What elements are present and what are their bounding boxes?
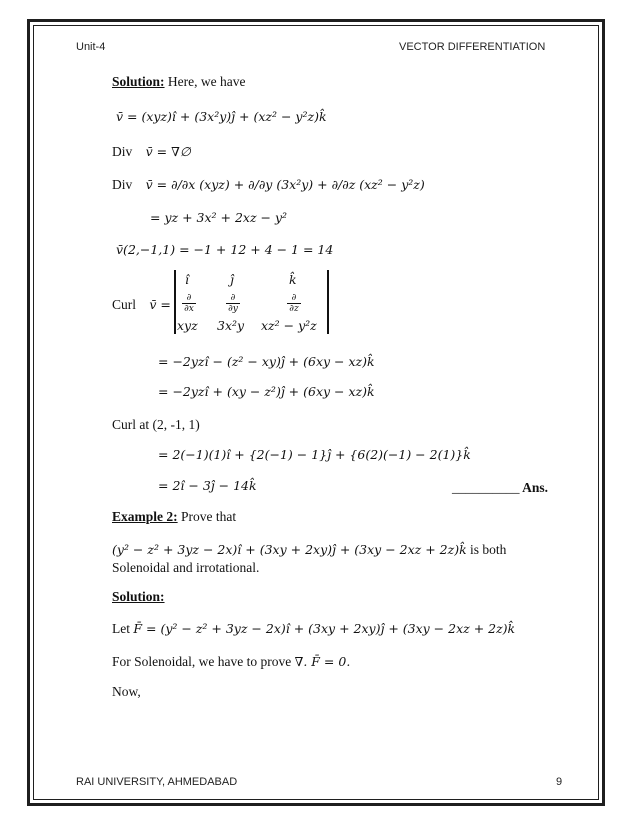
v-definition: v̄ = (xyz)î + (3x²y)ĵ + (xz² − y²z)k̂ xyxy=(116,109,327,124)
answer-line xyxy=(452,480,548,496)
det-r2-d-dz: ∂ ∂z xyxy=(285,293,303,314)
solenoidal-expression: ∇̄. F̄ = 0. xyxy=(294,654,351,669)
solution1-heading xyxy=(112,74,246,90)
div-expand-line xyxy=(112,177,425,193)
f-definition-line xyxy=(112,621,515,637)
det-r2-d-dx: ∂ ∂x xyxy=(180,293,198,314)
header-unit: Unit-4 xyxy=(76,41,106,53)
now-text: Now, xyxy=(112,684,141,699)
solution1-label: Solution: xyxy=(112,74,165,89)
div-expansion: v̄ = ∂/∂x (xyz) + ∂/∂y (3x²y) + ∂/∂z (xz² − y²z) xyxy=(145,177,425,192)
v-at-point: v̄(2,−1,1) = −1 + 12 + 4 − 1 = 14 xyxy=(116,242,334,257)
example2-tail: is both xyxy=(466,542,507,557)
det-r3-c: xz² − y²z xyxy=(261,318,317,333)
example2-text: Prove that xyxy=(177,509,237,524)
let-text: Let xyxy=(112,621,134,636)
det-r3-b: 3x²y xyxy=(217,318,245,333)
header-title: VECTOR DIFFERENTIATION xyxy=(399,41,546,53)
det-r1-k: k̂ xyxy=(289,272,297,287)
div-line xyxy=(112,144,191,160)
example2-expression: (y² − z² + 3yz − 2x)î + (3xy + 2xy)ĵ + (3xy − 2xz + 2z)k̂ xyxy=(112,542,467,557)
div-label: Div xyxy=(112,144,133,159)
example2-heading xyxy=(112,509,236,525)
answer-blank: __________ xyxy=(452,480,520,495)
curl-line-2: = −2yzî + (xy − z²)ĵ + (6xy − xz)k̂ xyxy=(158,384,375,399)
solution1-intro: Here, we have xyxy=(164,74,246,89)
curl-at-line-2: = 2î − 3ĵ − 14k̂ xyxy=(158,478,257,493)
solenoidal-text: For Solenoidal, we have to prove xyxy=(112,654,295,669)
determinant-right-bar xyxy=(327,270,329,334)
det-r1-j: ĵ xyxy=(230,272,234,287)
curl-lhs-line xyxy=(112,297,171,313)
f-definition: F̄ = (y² − z² + 3yz − 2x)î + (3xy + 2xy)ĵ + (3xy − 2xz + 2z)k̂ xyxy=(133,621,516,636)
curl-lhs: v̄ = xyxy=(149,297,171,312)
footer-university: RAI UNIVERSITY, AHMEDABAD xyxy=(76,776,238,788)
div-definition: v̄ = ∇∅ xyxy=(145,144,191,159)
curl-label: Curl xyxy=(112,297,137,312)
answer-label: Ans. xyxy=(519,480,549,495)
curl-at-line-1: = 2(−1)(1)î + {2(−1) − 1}ĵ + {6(2)(−1) − 2(1)}k̂ xyxy=(158,447,471,462)
solenoidal-line xyxy=(112,654,350,670)
curl-line-1: = −2yzî − (z² − xy)ĵ + (6xy − xz)k̂ xyxy=(158,354,375,369)
div2-label: Div xyxy=(112,177,133,192)
det-r2-d-dy: ∂ ∂y xyxy=(224,293,242,314)
determinant-left-bar xyxy=(174,270,176,334)
curl-at-label: Curl at (2, -1, 1) xyxy=(112,417,200,432)
example2-label: Example 2: xyxy=(112,509,178,524)
example2-statement xyxy=(112,542,506,558)
det-r1-i: î xyxy=(185,272,189,287)
example2-line2: Solenoidal and irrotational. xyxy=(112,560,260,575)
footer-page-number: 9 xyxy=(556,776,563,788)
solution2-label: Solution: xyxy=(112,589,165,604)
det-r3-a: xyz xyxy=(177,318,198,333)
div-result: = yz + 3x² + 2xz − y² xyxy=(150,210,288,225)
